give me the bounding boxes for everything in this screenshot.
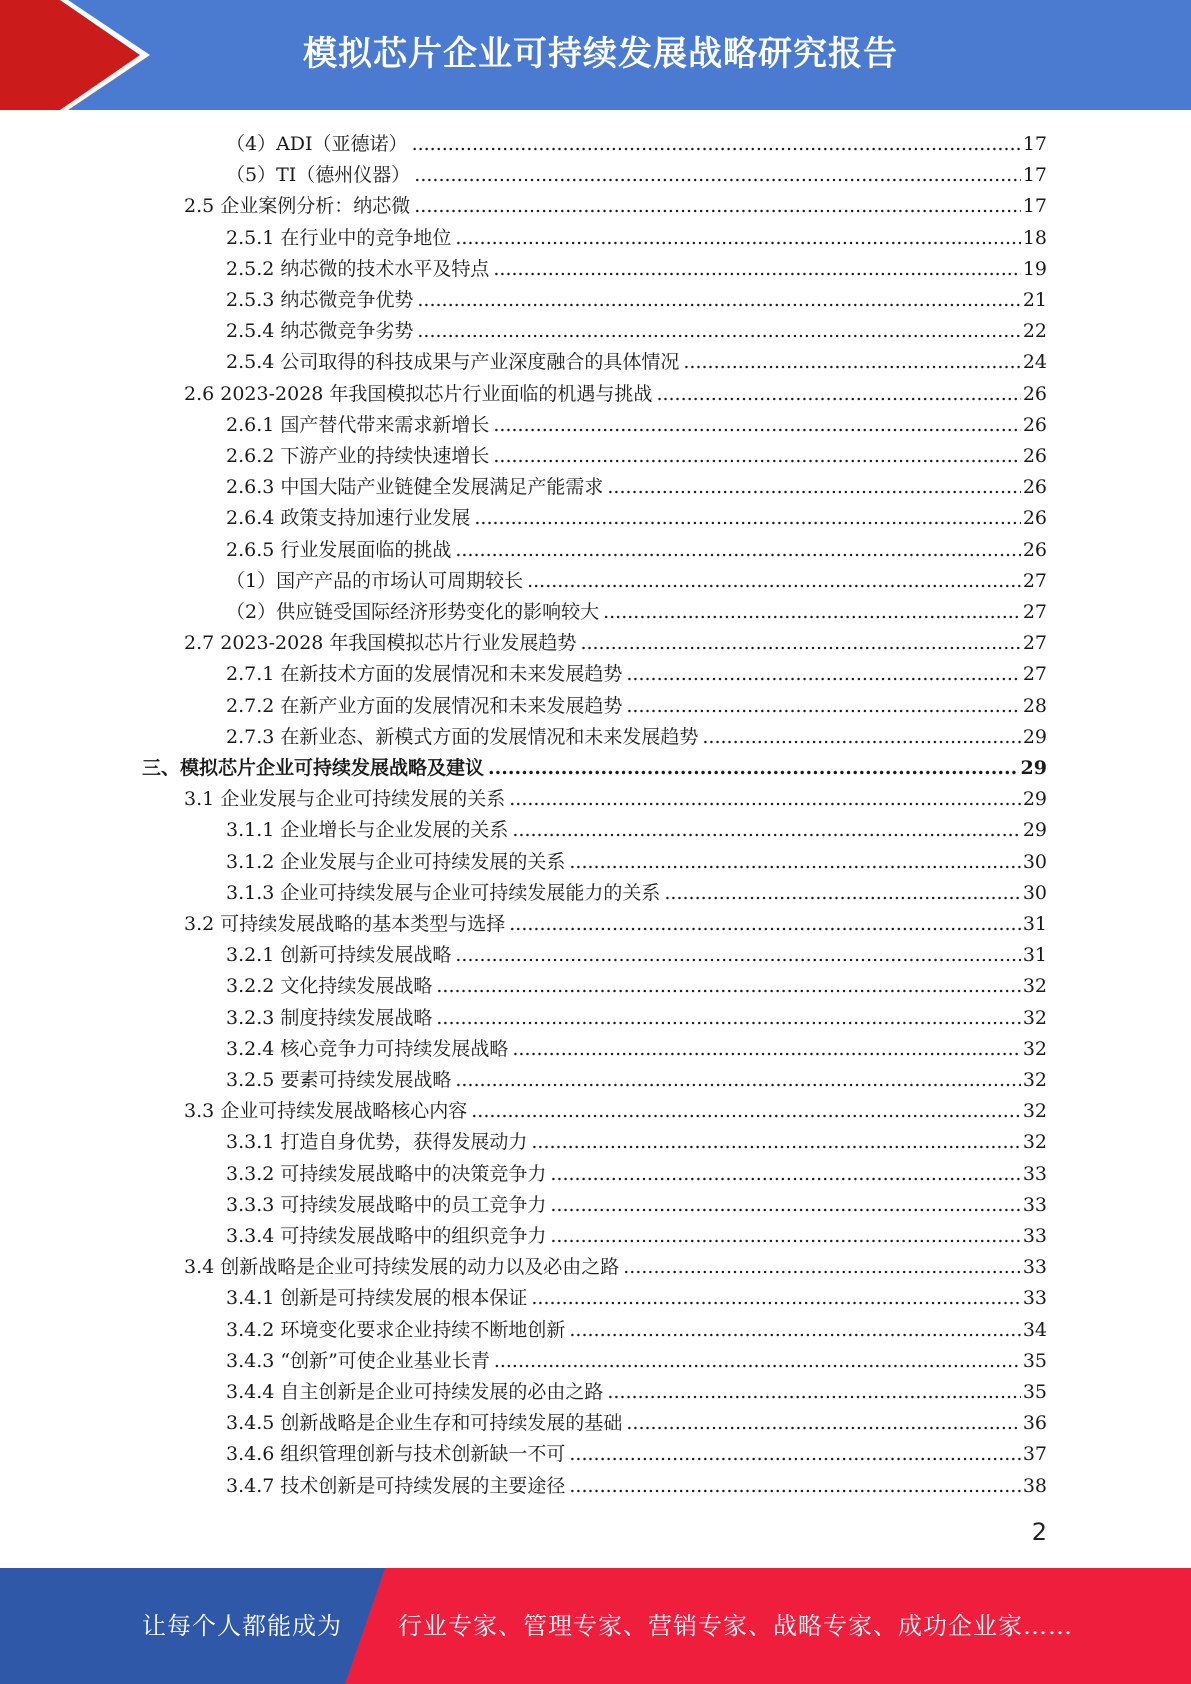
toc-dot-leader	[569, 1472, 1020, 1500]
toc-entry[interactable]	[184, 1250, 1047, 1281]
toc-entry[interactable]	[226, 657, 1047, 688]
toc-entry-page: 27	[1022, 569, 1047, 592]
toc-entry-page: 19	[1022, 257, 1047, 280]
toc-dot-leader	[455, 536, 1020, 564]
toc-dot-leader	[626, 1409, 1020, 1437]
toc-dot-leader	[488, 754, 1019, 782]
toc-entry-page: 17	[1022, 195, 1047, 218]
toc-entry[interactable]	[226, 1406, 1047, 1437]
toc-entry-label: 2.7.1 在新技术方面的发展情况和未来发展趋势	[226, 663, 623, 686]
toc-entry[interactable]	[184, 377, 1047, 408]
toc-entry-page: 32	[1022, 975, 1047, 998]
toc-entry-label: （1）国产产品的市场认可周期较长	[226, 569, 524, 592]
toc-entry-label: （2）供应链受国际经济形势变化的影响较大	[226, 601, 600, 623]
toc-entry-page: 22	[1022, 320, 1047, 343]
toc-entry-page: 34	[1022, 1318, 1047, 1341]
toc-dot-leader	[471, 1097, 1021, 1125]
toc-entry-page: 32	[1022, 1069, 1047, 1091]
toc-entry-label: 3.3.3 可持续发展战略中的员工竞争力	[226, 1193, 547, 1216]
toc-entry-page: 32	[1022, 1006, 1047, 1029]
toc-dot-leader	[509, 910, 1021, 938]
toc-entry-label: 2.6.1 国产替代带来需求新增长	[226, 413, 490, 436]
toc-dot-leader	[417, 317, 1020, 345]
toc-dot-leader	[509, 785, 1021, 813]
toc-entry-label: 3.4.5 创新战略是企业生存和可持续发展的基础	[226, 1412, 623, 1435]
toc-entry-page: 26	[1022, 382, 1047, 405]
toc-entry[interactable]	[226, 689, 1047, 720]
toc-entry-label: 3.4.7 技术创新是可持续发展的主要途径	[226, 1474, 566, 1497]
toc-dot-leader	[607, 1378, 1020, 1406]
toc-entry[interactable]	[226, 564, 1047, 595]
toc-dot-leader	[626, 660, 1020, 688]
toc-dot-leader	[569, 1316, 1020, 1344]
toc-dot-leader	[664, 879, 1020, 907]
page-footer	[0, 1568, 1191, 1684]
toc-dot-leader	[531, 1284, 1020, 1312]
toc-entry-page: 27	[1022, 632, 1047, 655]
toc-entry-page: 17	[1022, 133, 1047, 155]
toc-dot-leader	[607, 473, 1020, 501]
toc-dot-leader	[512, 816, 1020, 844]
toc-entry-label: 2.5.2 纳芯微的技术水平及特点	[226, 257, 490, 280]
toc-entry[interactable]	[226, 1032, 1047, 1063]
toc-entry[interactable]	[226, 1125, 1047, 1156]
toc-entry[interactable]	[226, 938, 1047, 969]
toc-dot-leader	[550, 1191, 1020, 1219]
toc-entry-page: 31	[1022, 913, 1047, 935]
toc-entry[interactable]	[184, 782, 1047, 813]
toc-dot-leader	[417, 286, 1020, 314]
toc-entry[interactable]	[226, 595, 1047, 626]
toc-entry[interactable]	[226, 720, 1047, 751]
toc-entry-page: 32	[1022, 1100, 1047, 1123]
toc-entry-label: 2.5.3 纳芯微竞争优势	[226, 289, 414, 311]
toc-entry[interactable]	[226, 533, 1047, 564]
toc-entry-page: 31	[1022, 944, 1047, 967]
toc-entry-label: 3.3.2 可持续发展战略中的决策竞争力	[226, 1162, 547, 1185]
toc-entry-page: 28	[1022, 694, 1047, 717]
toc-entry-label: 3.2.5 要素可持续发展战略	[226, 1069, 452, 1091]
toc-entry[interactable]	[226, 876, 1047, 907]
toc-entry-label: 3.1 企业发展与企业可持续发展的关系	[184, 788, 506, 811]
toc-entry[interactable]	[226, 314, 1047, 345]
toc-entry-label: 3.2.3 制度持续发展战略	[226, 1006, 433, 1029]
toc-entry-page: 29	[1022, 725, 1047, 748]
toc-dot-leader	[702, 723, 1020, 751]
toc-dot-leader	[656, 380, 1020, 408]
toc-dot-leader	[527, 567, 1021, 595]
toc-entry-label: 3.3 企业可持续发展战略核心内容	[184, 1100, 468, 1123]
toc-entry-page: 33	[1022, 1225, 1047, 1247]
toc-entry-label: 三、模拟芯片企业可持续发展战略及建议	[142, 757, 485, 779]
toc-entry[interactable]	[226, 813, 1047, 844]
toc-entry[interactable]	[226, 1469, 1047, 1500]
toc-entry-label: 3.3.4 可持续发展战略中的组织竞争力	[226, 1225, 547, 1247]
toc-entry-page: 30	[1022, 881, 1047, 904]
toc-entry-label: 2.6.4 政策支持加速行业发展	[226, 507, 471, 530]
toc-entry-label: 2.7.2 在新产业方面的发展情况和未来发展趋势	[226, 694, 623, 717]
toc-entry-label: 3.1.1 企业增长与企业发展的关系	[226, 819, 509, 842]
toc-dot-leader	[412, 130, 1021, 158]
toc-entry[interactable]	[226, 969, 1047, 1000]
toc-entry-page: 35	[1022, 1381, 1047, 1403]
toc-entry[interactable]	[226, 127, 1047, 158]
toc-entry[interactable]	[226, 470, 1047, 501]
toc-entry[interactable]	[184, 626, 1047, 657]
toc-entry-page: 27	[1022, 601, 1047, 623]
toc-entry[interactable]	[226, 501, 1047, 532]
toc-entry-label: 2.7.3 在新业态、新模式方面的发展情况和未来发展趋势	[226, 725, 699, 748]
document-title: 模拟芯片企业可持续发展战略研究报告	[303, 34, 898, 74]
toc-entry-page: 17	[1022, 164, 1047, 187]
toc-entry-label: 2.5.4 公司取得的科技成果与产业深度融合的具体情况	[226, 351, 680, 374]
toc-entry-page: 26	[1022, 413, 1047, 436]
toc-entry-label: 3.2.1 创新可持续发展战略	[226, 944, 452, 967]
toc-entry-page: 29	[1022, 788, 1047, 811]
toc-entry-page: 36	[1022, 1412, 1047, 1435]
toc-entry[interactable]	[226, 1375, 1047, 1406]
toc-entry-label: 3.3.1 打造自身优势，获得发展动力	[226, 1131, 528, 1154]
toc-entry[interactable]	[184, 189, 1047, 220]
toc-entry-label: 2.6.2 下游产业的持续快速增长	[226, 445, 490, 467]
toc-dot-leader	[626, 692, 1020, 720]
toc-dot-leader	[493, 442, 1020, 470]
toc-entry-page: 27	[1022, 663, 1047, 686]
toc-entry-page: 26	[1022, 538, 1047, 561]
toc-entry[interactable]	[226, 283, 1047, 314]
toc-entry-page: 38	[1022, 1474, 1047, 1497]
toc-dot-leader	[603, 598, 1021, 626]
toc-dot-leader	[569, 1440, 1020, 1468]
toc-entry-page: 30	[1022, 850, 1047, 873]
toc-entry-label: 3.1.2 企业发展与企业可持续发展的关系	[226, 850, 566, 873]
toc-entry[interactable]	[226, 1219, 1047, 1250]
toc-entry[interactable]	[226, 158, 1047, 189]
toc-dot-leader	[580, 629, 1020, 657]
toc-entry-label: 2.6.3 中国大陆产业链健全发展满足产能需求	[226, 476, 604, 499]
toc-entry[interactable]	[226, 1188, 1047, 1219]
toc-entry-label: 3.2 可持续发展战略的基本类型与选择	[184, 913, 506, 935]
toc-entry[interactable]	[226, 1281, 1047, 1312]
toc-entry[interactable]	[226, 1001, 1047, 1032]
toc-entry-page: 33	[1022, 1193, 1047, 1216]
toc-entry-page: 32	[1022, 1037, 1047, 1060]
footer-slogan-right: 行业专家、管理专家、营销专家、战略专家、成功企业家……	[398, 1612, 1073, 1640]
toc-dot-leader	[550, 1222, 1020, 1250]
toc-entry-page: 32	[1022, 1131, 1047, 1154]
toc-dot-leader	[455, 224, 1020, 252]
toc-entry[interactable]	[184, 1094, 1047, 1125]
toc-entry-page: 37	[1022, 1443, 1047, 1466]
toc-entry-label: 3.4 创新战略是企业可持续发展的动力以及必由之路	[184, 1256, 620, 1279]
toc-entry[interactable]	[226, 221, 1047, 252]
toc-entry-page: 33	[1022, 1287, 1047, 1310]
toc-entry-label: 3.4.4 自主创新是企业可持续发展的必由之路	[226, 1381, 604, 1403]
toc-dot-leader	[623, 1253, 1021, 1281]
toc-dot-leader	[512, 1035, 1020, 1063]
toc-dot-leader	[414, 192, 1021, 220]
toc-dot-leader	[436, 1004, 1020, 1032]
toc-entry[interactable]	[226, 345, 1047, 376]
toc-entry[interactable]	[184, 907, 1047, 938]
toc-dot-leader	[493, 411, 1020, 439]
toc-entry-label: （5）TI（德州仪器）	[226, 164, 411, 187]
toc-entry-label: 3.2.2 文化持续发展战略	[226, 975, 433, 998]
page-number: 2	[1031, 1518, 1047, 1546]
toc-dot-leader	[494, 1347, 1021, 1375]
toc-entry[interactable]	[226, 439, 1047, 470]
toc-dot-leader	[455, 1066, 1020, 1094]
toc-entry-label: （4）ADI（亚德诺）	[226, 133, 408, 155]
toc-entry-label: 3.4.1 创新是可持续发展的根本保证	[226, 1287, 528, 1310]
toc-entry-page: 21	[1022, 289, 1047, 311]
toc-entry-label: 3.1.3 企业可持续发展与企业可持续发展能力的关系	[226, 881, 661, 904]
toc-entry[interactable]	[226, 845, 1047, 876]
toc-dot-leader	[550, 1160, 1020, 1188]
toc-entry-label: 3.4.6 组织管理创新与技术创新缺一不可	[226, 1443, 566, 1466]
toc-entry-label: 2.6 2023-2028 年我国模拟芯片行业面临的机遇与挑战	[184, 382, 653, 405]
toc-entry[interactable]	[226, 1157, 1047, 1188]
toc-entry-label: 2.5.4 纳芯微竞争劣势	[226, 320, 414, 343]
toc-entry[interactable]	[226, 1344, 1047, 1375]
toc-dot-leader	[455, 941, 1020, 969]
toc-entry[interactable]	[226, 1063, 1047, 1094]
toc-entry[interactable]	[226, 1437, 1047, 1468]
toc-dot-leader	[569, 848, 1020, 876]
toc-entry-label: 2.6.5 行业发展面临的挑战	[226, 538, 452, 561]
toc-entry-label: 2.5 企业案例分析：纳芯微	[184, 195, 411, 218]
toc-entry[interactable]	[226, 252, 1047, 283]
toc-entry-label: 3.4.3 “创新”可使企业基业长青	[226, 1349, 490, 1372]
toc-entry-label: 2.7 2023-2028 年我国模拟芯片行业发展趋势	[184, 632, 577, 655]
toc-entry[interactable]	[142, 751, 1047, 782]
toc-entry-page: 26	[1022, 445, 1047, 467]
toc-entry-page: 26	[1022, 476, 1047, 499]
toc-entry-page: 33	[1022, 1256, 1047, 1279]
toc-dot-leader	[474, 504, 1020, 532]
toc-entry-label: 2.5.1 在行业中的竞争地位	[226, 226, 452, 249]
toc-dot-leader	[436, 972, 1020, 1000]
toc-entry-page: 26	[1022, 507, 1047, 530]
toc-entry[interactable]	[226, 408, 1047, 439]
toc-dot-leader	[493, 255, 1020, 283]
toc-dot-leader	[414, 161, 1021, 189]
toc-entry-page: 33	[1022, 1162, 1047, 1185]
toc-entry-label: 3.4.2 环境变化要求企业持续不断地创新	[226, 1318, 566, 1341]
page-header	[0, 0, 1191, 110]
toc-entry-page: 24	[1022, 351, 1047, 374]
toc-entry-page: 29	[1020, 757, 1047, 779]
toc-entry[interactable]	[226, 1313, 1047, 1344]
toc-entry-page: 35	[1022, 1349, 1047, 1372]
toc-entry-label: 3.2.4 核心竞争力可持续发展战略	[226, 1037, 509, 1060]
toc-dot-leader	[683, 348, 1020, 376]
toc-dot-leader	[531, 1128, 1020, 1156]
toc-entry-page: 18	[1022, 226, 1047, 249]
footer-slogan-left: 让每个人都能成为	[142, 1612, 342, 1640]
toc-entry-page: 29	[1022, 819, 1047, 842]
